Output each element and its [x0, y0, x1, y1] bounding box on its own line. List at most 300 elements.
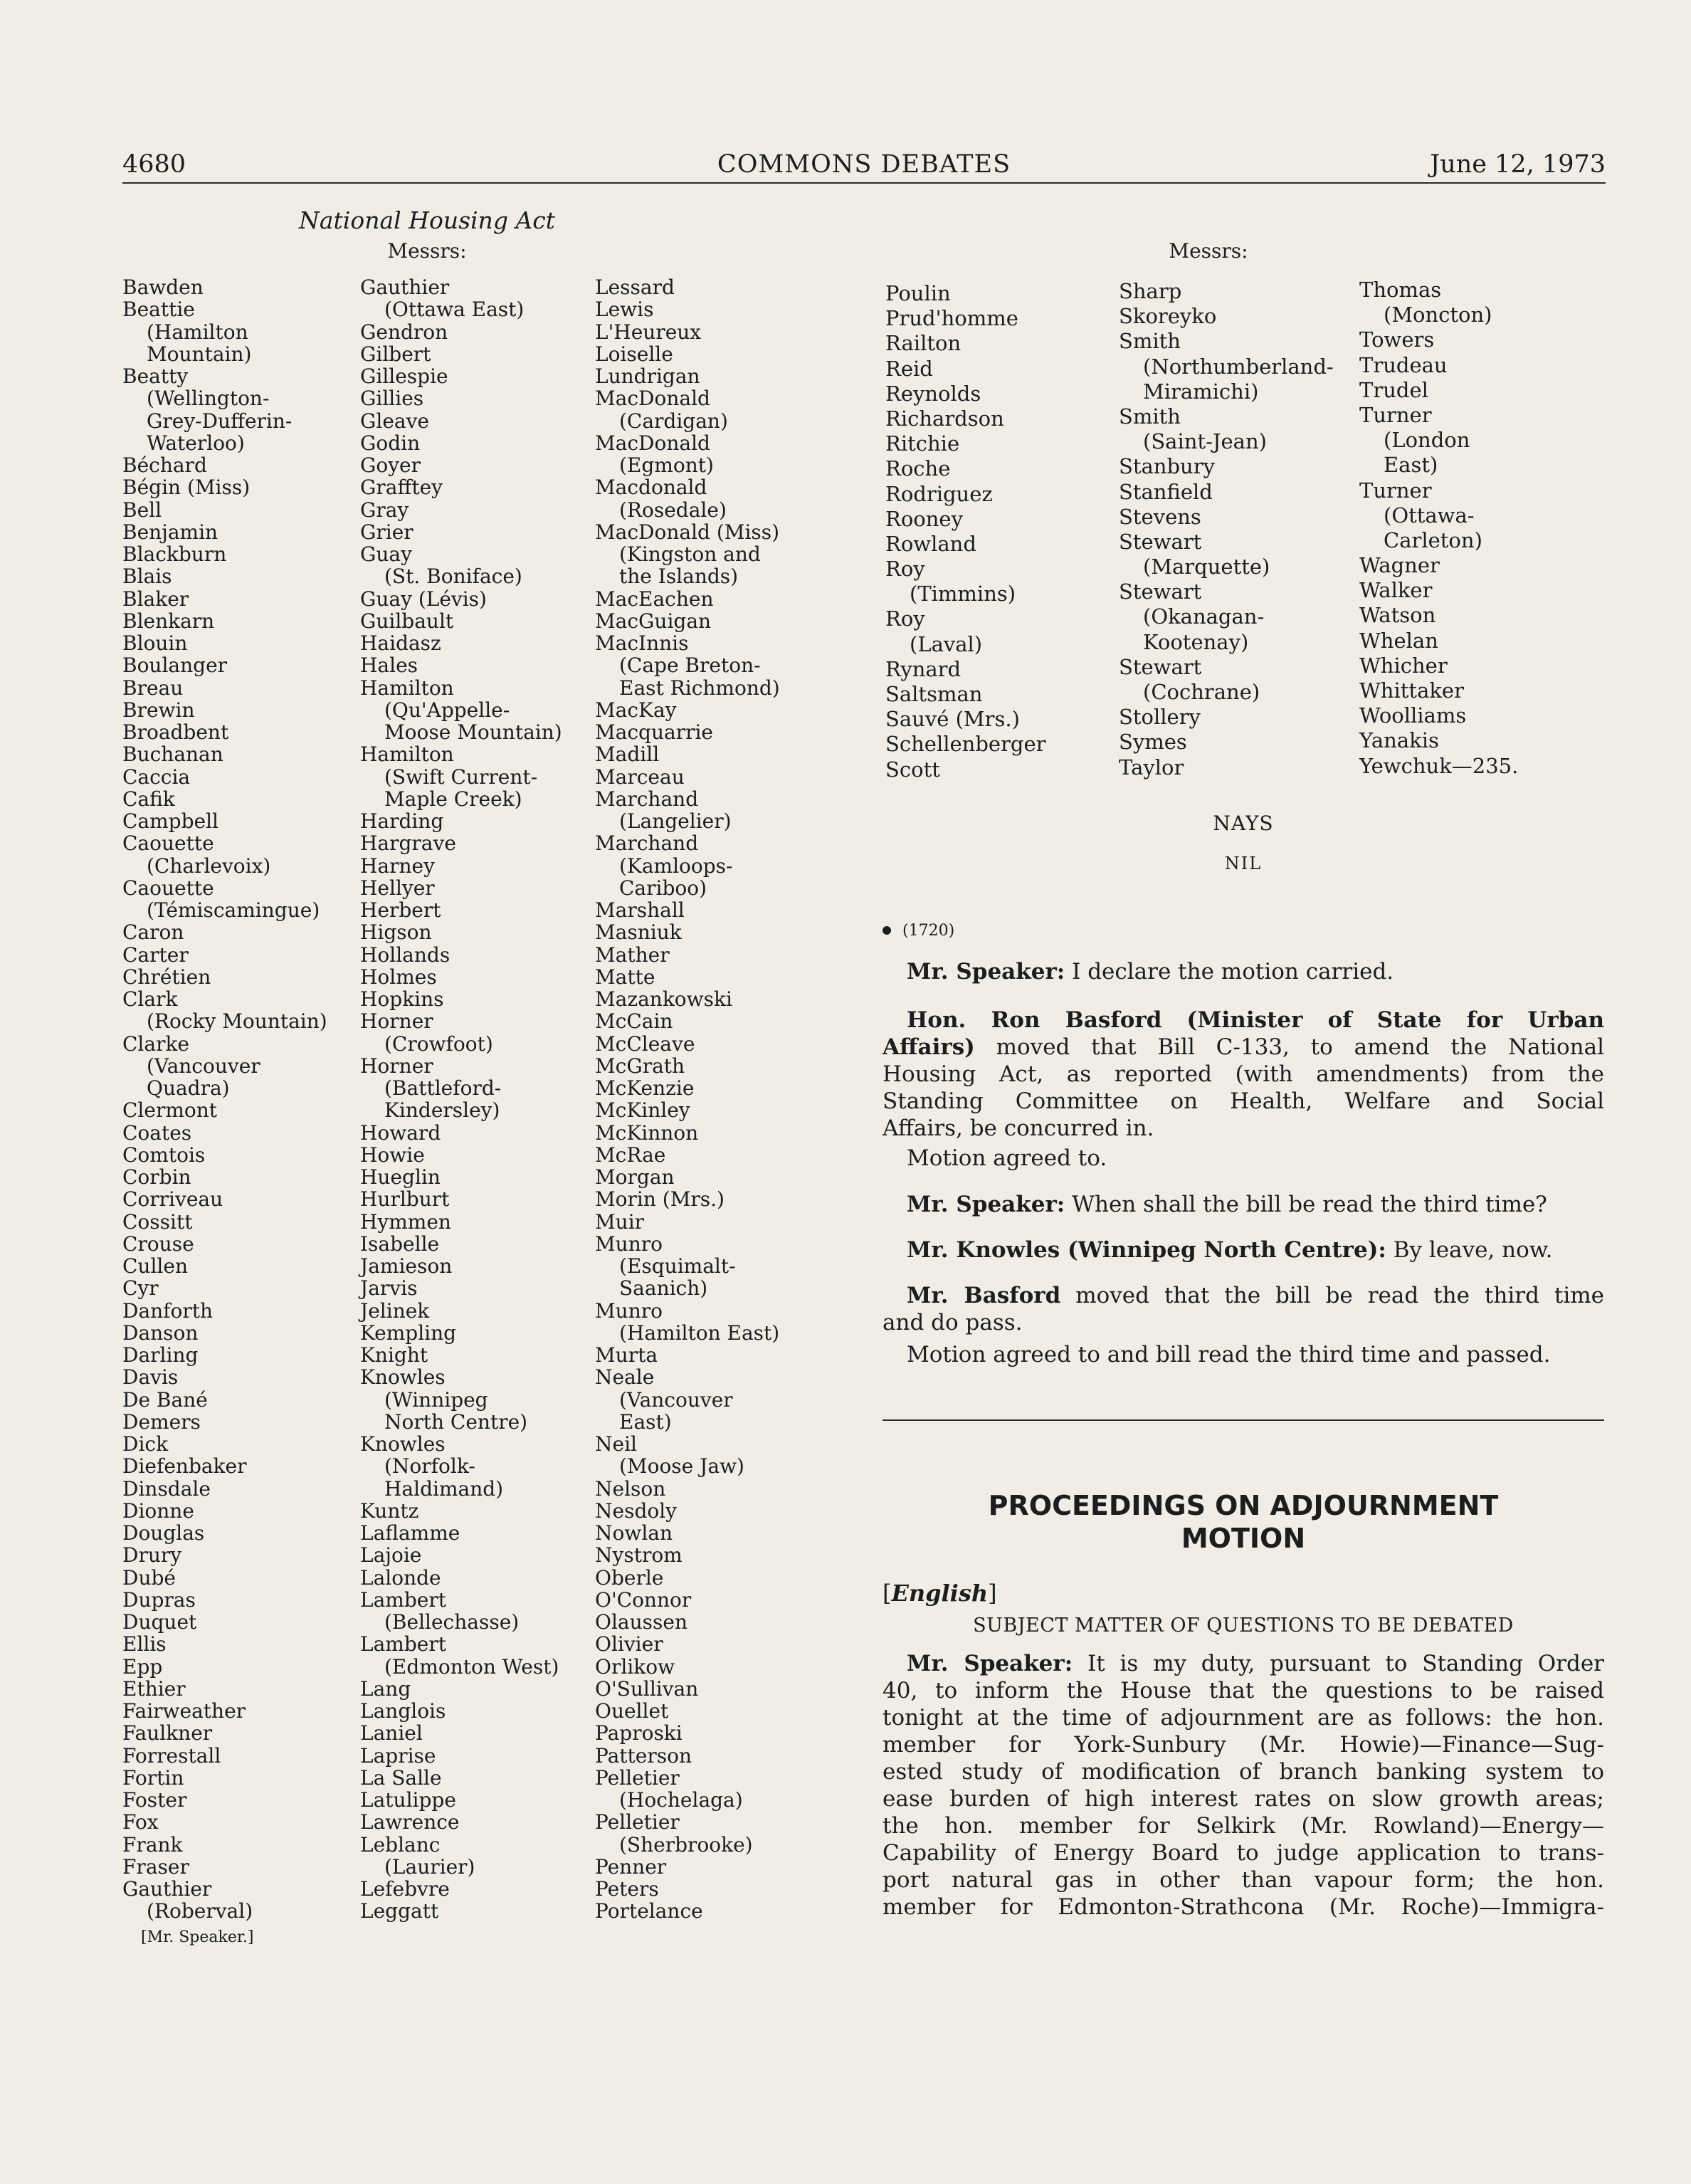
member-name: Godin — [360, 431, 421, 455]
member-name: Paproski — [595, 1721, 683, 1745]
member-name: Harding — [360, 809, 444, 833]
nil-label: NIL — [1224, 854, 1263, 873]
member-name: De Bané — [122, 1387, 208, 1412]
member-name: Blaker — [122, 587, 189, 611]
member-name: (Cardigan) — [619, 409, 728, 433]
member-name: Marchand — [595, 831, 699, 856]
member-name: (Winnipeg — [384, 1387, 488, 1412]
member-name: Lawrence — [360, 1810, 460, 1834]
yeas-column-5 — [1119, 279, 1334, 780]
member-name: Holmes — [360, 965, 437, 989]
member-name: Maple Creek) — [384, 787, 522, 811]
language-marker — [883, 1579, 997, 1607]
member-name: Hopkins — [360, 987, 444, 1011]
member-name: Dionne — [122, 1498, 194, 1523]
language-bracket: ] — [988, 1580, 997, 1607]
member-name: Rowland — [885, 531, 976, 556]
paragraph-line: Capability of Energy Board to judge application to trans- — [883, 1840, 1604, 1866]
member-name: Mather — [595, 943, 670, 967]
member-name: Turner — [1359, 402, 1432, 427]
member-name: Frank — [122, 1832, 183, 1857]
member-name: (Vancouver — [619, 1387, 733, 1412]
member-name: O'Sullivan — [595, 1676, 699, 1701]
member-name: Miramichi) — [1143, 379, 1259, 404]
speaker-name-cont: Affairs) — [883, 1034, 975, 1060]
member-name: Stollery — [1119, 705, 1201, 730]
member-name: (Ottawa East) — [384, 298, 525, 322]
member-name: Gilbert — [360, 342, 431, 366]
member-name: Corriveau — [122, 1187, 223, 1212]
member-name: Macdonald — [595, 476, 707, 500]
member-name: Fraser — [122, 1854, 189, 1879]
member-name: McKenzie — [595, 1076, 695, 1100]
member-name: (Hamilton — [147, 320, 248, 344]
footnote: [Mr. Speaker.] — [141, 1928, 254, 1946]
third-reading-paragraph — [883, 1282, 1604, 1336]
member-name: Blackburn — [122, 542, 227, 566]
member-name: Lang — [360, 1676, 411, 1701]
member-name: Haldimand) — [384, 1476, 504, 1501]
member-name: Yanakis — [1359, 728, 1439, 753]
member-name: (Langelier) — [619, 809, 732, 833]
paragraph-line: port natural gas in other than vapour form; the hon. — [883, 1867, 1604, 1893]
member-name: Clark — [122, 987, 178, 1011]
member-name: Carleton) — [1384, 527, 1482, 552]
member-name: Olaussen — [595, 1610, 688, 1634]
header-rule — [122, 182, 1606, 184]
member-name: Laprise — [360, 1743, 436, 1768]
member-name: Kuntz — [360, 1498, 419, 1523]
member-name: Smith — [1119, 329, 1181, 354]
member-name: Ritchie — [885, 431, 960, 456]
member-name: Grafftey — [360, 476, 443, 500]
member-name: Howie — [360, 1143, 425, 1167]
member-name: Jelinek — [360, 1298, 430, 1323]
member-name: Faulkner — [122, 1721, 213, 1745]
paragraph-line: ease burden of high interest rates on slow growth areas; — [883, 1786, 1604, 1812]
member-name: Guilbault — [360, 609, 454, 633]
member-name: Jarvis — [360, 1276, 418, 1301]
member-name: East Richmond) — [619, 676, 780, 700]
member-name: (Northumberland- — [1143, 354, 1334, 379]
member-name: (Marquette) — [1143, 555, 1270, 579]
subheading: SUBJECT MATTER OF QUESTIONS TO BE DEBATED — [973, 1615, 1514, 1637]
member-name: Caouette — [122, 876, 214, 900]
member-name: (Battleford- — [384, 1076, 502, 1100]
member-name: Sauvé (Mrs.) — [885, 707, 1020, 732]
motion-text: Housing Act, as reported (with amendments) from the — [883, 1061, 1604, 1087]
member-name: Danforth — [122, 1298, 214, 1323]
member-name: East) — [619, 1409, 672, 1434]
member-name: Caron — [122, 920, 184, 945]
member-name: Broadbent — [122, 720, 229, 744]
member-name: Diefenbaker — [122, 1454, 247, 1479]
member-name: (Hochelaga) — [619, 1788, 743, 1812]
member-name: Roche — [885, 456, 951, 481]
member-name: Pelletier — [595, 1765, 680, 1790]
paragraph-line: 40, to inform the House that the questions to be raised — [883, 1678, 1604, 1703]
member-name: Cullen — [122, 1254, 188, 1278]
adjournment-paragraph — [883, 1650, 1604, 1921]
member-name: Lalonde — [360, 1565, 441, 1590]
member-name: MacKay — [595, 698, 677, 722]
member-name: Darling — [122, 1343, 199, 1367]
member-name: Gillespie — [360, 364, 448, 388]
speaker-text: When shall the bill be read the third time? — [1072, 1192, 1547, 1217]
member-name: Herbert — [360, 898, 441, 922]
member-name: (Bellechasse) — [384, 1610, 520, 1634]
member-name: the Islands) — [619, 565, 739, 589]
member-name: (Timmins) — [910, 582, 1016, 607]
member-name: Roy — [885, 557, 925, 582]
member-name: Laflamme — [360, 1521, 460, 1545]
speaker-name: Hon. Ron Basford (Minister of State for Urban — [907, 1007, 1604, 1033]
member-name: Loiselle — [595, 342, 673, 366]
language-bracket: [ — [883, 1580, 892, 1607]
paragraph-line: ested study of modification of branch banking system to — [883, 1759, 1604, 1785]
member-name: Olivier — [595, 1632, 663, 1657]
member-name: Poulin — [885, 281, 951, 305]
member-name: McCain — [595, 1009, 673, 1034]
nays-heading: NAYS — [1213, 812, 1274, 835]
member-name: Gendron — [360, 320, 448, 344]
member-name: Horner — [360, 1054, 433, 1078]
member-name: Drury — [122, 1543, 182, 1568]
member-name: Boulanger — [122, 653, 228, 678]
member-name: MacDonald — [595, 431, 710, 455]
member-name: Davis — [122, 1365, 179, 1390]
member-name: Knight — [360, 1343, 428, 1367]
member-name: Hargrave — [360, 831, 456, 856]
member-name: (Norfolk- — [384, 1454, 475, 1479]
member-name: Towers — [1359, 327, 1435, 352]
member-name: (Cochrane) — [1143, 680, 1260, 704]
member-name: Trudel — [1359, 377, 1428, 402]
member-name: Haidasz — [360, 631, 441, 655]
speaker-name: Mr. Knowles (Winnipeg North Centre): — [907, 1237, 1386, 1263]
member-name: Reid — [885, 356, 933, 381]
member-name: Saltsman — [885, 682, 983, 706]
member-name: Stevens — [1119, 504, 1201, 529]
member-name: (Edmonton West) — [384, 1654, 559, 1679]
member-name: Dubé — [122, 1565, 176, 1590]
member-name: Lundrigan — [595, 364, 700, 388]
member-name: Thomas — [1359, 278, 1442, 302]
member-name: (Hamilton East) — [619, 1321, 780, 1345]
member-name: North Centre) — [384, 1409, 528, 1434]
member-name: Whittaker — [1359, 678, 1464, 703]
yeas-column-1 — [122, 276, 327, 1923]
member-name: Madill — [595, 742, 660, 767]
member-name: Nelson — [595, 1476, 666, 1501]
speaker-declares-paragraph — [883, 958, 1604, 985]
member-name: Campbell — [122, 809, 218, 833]
member-name: Walker — [1359, 578, 1433, 603]
member-name: Fairweather — [122, 1699, 246, 1723]
member-name: Danson — [122, 1321, 199, 1345]
member-name: Cossitt — [122, 1209, 193, 1234]
member-name: Portelance — [595, 1899, 703, 1923]
member-name: Higson — [360, 920, 432, 945]
member-name: Fox — [122, 1810, 159, 1834]
member-name: Marshall — [595, 898, 685, 922]
member-name: Mazankowski — [595, 987, 732, 1011]
member-name: Patterson — [595, 1743, 692, 1768]
paragraph-line: tonight at the time of adjournment are as follows: the hon. — [883, 1705, 1604, 1731]
member-name: Guay (Lévis) — [360, 587, 487, 611]
member-name: Nowlan — [595, 1521, 673, 1545]
member-name: Bawden — [122, 275, 204, 299]
member-name: Masniuk — [595, 920, 682, 945]
member-name: Oberle — [595, 1565, 664, 1590]
member-name: Taylor — [1119, 755, 1184, 779]
member-name: Orlikow — [595, 1654, 675, 1679]
member-name: Hales — [360, 653, 418, 678]
member-name: Crouse — [122, 1232, 194, 1256]
member-name: MacEachen — [595, 587, 714, 611]
member-name: Turner — [1359, 478, 1432, 503]
yeas-column-4 — [885, 281, 1046, 782]
member-name: O'Connor — [595, 1587, 692, 1612]
member-name: (Qu'Appelle- — [384, 698, 510, 722]
member-name: McGrath — [595, 1054, 685, 1078]
member-name: (Sherbrooke) — [619, 1832, 753, 1857]
member-name: Lajoie — [360, 1543, 422, 1568]
member-name: (Roberval) — [147, 1899, 253, 1923]
section-title — [883, 1489, 1604, 1555]
member-name: (Laval) — [910, 631, 983, 656]
member-name: Waterloo) — [147, 431, 245, 455]
member-name: (Laurier) — [384, 1854, 475, 1879]
member-name: Caouette — [122, 831, 214, 856]
publication-date: June 12, 1973 — [1430, 150, 1606, 179]
member-name: Quadra) — [147, 1076, 230, 1100]
member-name: Saanich) — [619, 1276, 708, 1301]
member-name: (Esquimalt- — [619, 1254, 736, 1278]
member-name: Rodriguez — [885, 481, 993, 506]
member-name: Hymmen — [360, 1209, 451, 1234]
motion-passed-text: Motion agreed to and bill read the third time and passed. — [907, 1342, 1551, 1367]
member-name: Muir — [595, 1209, 645, 1234]
member-name: Goyer — [360, 453, 421, 477]
member-name: Brewin — [122, 698, 195, 722]
member-name: Blais — [122, 565, 172, 589]
member-name: MacDonald — [595, 387, 710, 411]
member-name: Bell — [122, 498, 162, 522]
member-name: (Egmont) — [619, 453, 714, 477]
member-name: Schellenberger — [885, 732, 1046, 757]
member-name: (Moncton) — [1384, 303, 1492, 327]
member-name: Kootenay) — [1143, 629, 1249, 654]
member-name: (Ottawa- — [1384, 503, 1475, 527]
member-name: Laniel — [360, 1721, 423, 1745]
member-name: (Wellington- — [147, 387, 270, 411]
member-name: McKinley — [595, 1098, 690, 1123]
member-name: Carter — [122, 943, 189, 967]
member-name: Beattie — [122, 298, 195, 322]
messrs-label-right: Messrs: — [1169, 239, 1248, 263]
member-name: Neil — [595, 1432, 637, 1456]
member-name: (Saint-Jean) — [1143, 429, 1267, 454]
member-name: Leggatt — [360, 1899, 439, 1923]
member-name: Lewis — [595, 298, 654, 322]
time-marker-text: (1720) — [902, 922, 955, 940]
paragraph-line: the hon. member for Selkirk (Mr. Rowland)—Energy— — [883, 1813, 1604, 1839]
member-name: Moose Mountain) — [384, 720, 562, 744]
member-name: Beatty — [122, 364, 189, 388]
member-name: Hellyer — [360, 876, 435, 900]
motion-agreed-paragraph — [883, 1145, 1604, 1172]
knowles-paragraph — [883, 1237, 1604, 1264]
member-name: Cafik — [122, 787, 175, 811]
member-name: Lambert — [360, 1632, 446, 1657]
member-name: Forrestall — [122, 1743, 221, 1768]
member-name: (London — [1384, 428, 1470, 453]
member-name: (St. Boniface) — [384, 565, 522, 589]
member-name: Grier — [360, 520, 413, 544]
member-name: Marceau — [595, 765, 685, 789]
member-name: Knowles — [360, 1365, 446, 1390]
member-name: Munro — [595, 1298, 663, 1323]
member-name: Rooney — [885, 506, 963, 531]
paragraph-line: It is my duty, pursuant to Standing Order — [1087, 1651, 1604, 1676]
member-name: Foster — [122, 1788, 187, 1812]
member-name: Gillies — [360, 387, 424, 411]
member-name: Lessard — [595, 275, 675, 299]
member-name: MacDonald (Miss) — [595, 520, 780, 544]
member-name: Coates — [122, 1120, 192, 1145]
yeas-column-6 — [1359, 278, 1518, 779]
member-name: Peters — [595, 1877, 659, 1901]
publication-title: COMMONS DEBATES — [717, 150, 1011, 179]
page-number: 4680 — [122, 150, 186, 179]
member-name: Cyr — [122, 1276, 159, 1301]
member-name: Stanbury — [1119, 454, 1215, 479]
motion-text: Affairs, be concurred in. — [883, 1115, 1154, 1141]
member-name: Ouellet — [595, 1699, 669, 1723]
member-name: Clermont — [122, 1098, 218, 1123]
member-name: Clarke — [122, 1031, 189, 1056]
speaker-name: Mr. Basford — [907, 1283, 1061, 1308]
speaker-question-paragraph — [883, 1191, 1604, 1218]
yeas-column-2 — [360, 276, 562, 1923]
member-name: Grey-Dufferin- — [147, 409, 293, 433]
member-name: Comtois — [122, 1143, 206, 1167]
member-name: Murta — [595, 1343, 658, 1367]
member-name: (Cape Breton- — [619, 653, 761, 678]
motion-passed-paragraph — [883, 1341, 1604, 1368]
member-name: Wagner — [1359, 553, 1440, 578]
member-name: Skoreyko — [1119, 304, 1217, 329]
member-name: Stewart — [1119, 654, 1202, 679]
member-name: Gleave — [360, 409, 429, 433]
member-name: Gauthier — [122, 1877, 212, 1901]
member-name: Demers — [122, 1409, 201, 1434]
basford-motion-paragraph — [883, 1007, 1604, 1142]
speaker-name: Mr. Speaker: — [907, 1651, 1073, 1676]
member-name: Dupras — [122, 1587, 196, 1612]
member-name: Blenkarn — [122, 609, 215, 633]
member-name: Kindersley) — [384, 1098, 500, 1123]
member-name: Fortin — [122, 1765, 184, 1790]
motion-text: moved that the bill be read the third time — [1075, 1283, 1604, 1308]
language-label: English — [891, 1580, 989, 1607]
member-name: Horner — [360, 1009, 433, 1034]
member-name: Marchand — [595, 787, 699, 811]
member-name: Woolliams — [1359, 703, 1467, 728]
member-name: (Rosedale) — [619, 498, 727, 522]
member-name: Nystrom — [595, 1543, 683, 1568]
member-name: Smith — [1119, 404, 1181, 429]
member-name: Cariboo) — [619, 876, 707, 900]
member-name: Isabelle — [360, 1232, 440, 1256]
paragraph-line: member for Edmonton-Strathcona (Mr. Roche)—Immigra- — [883, 1894, 1604, 1920]
member-name: Whelan — [1359, 628, 1438, 653]
member-name: Roy — [885, 607, 925, 631]
member-name: Rynard — [885, 656, 962, 681]
member-name: Stanfield — [1119, 479, 1213, 504]
section-title-line: MOTION — [1181, 1523, 1306, 1554]
bill-title: National Housing Act — [298, 206, 556, 234]
member-name: Richardson — [885, 406, 1004, 431]
member-name: (Moose Jaw) — [619, 1454, 744, 1479]
member-name: (Témiscamingue) — [147, 898, 320, 922]
motion-agreed-text: Motion agreed to. — [907, 1145, 1107, 1171]
member-name: Harney — [360, 854, 435, 878]
member-name: (Rocky Mountain) — [147, 1009, 327, 1034]
member-name: Dick — [122, 1432, 169, 1456]
member-name: Béchard — [122, 453, 207, 477]
member-name: Scott — [885, 757, 940, 782]
member-name: Stewart — [1119, 529, 1202, 554]
member-name: (Charlevoix) — [147, 854, 271, 878]
time-marker — [883, 921, 954, 941]
member-name: (Crowfoot) — [384, 1031, 493, 1056]
member-name: Epp — [122, 1654, 163, 1679]
member-name: Stewart — [1119, 579, 1202, 604]
member-name: McCleave — [595, 1031, 695, 1056]
member-name: Guay — [360, 542, 412, 566]
member-name: Lambert — [360, 1587, 446, 1612]
member-name: Penner — [595, 1854, 667, 1879]
speaker-text: I declare the motion carried. — [1072, 959, 1394, 985]
motion-text: and do pass. — [883, 1310, 1023, 1335]
member-name: Lefebvre — [360, 1877, 450, 1901]
member-name: Gauthier — [360, 275, 450, 299]
member-name: Hurlburt — [360, 1187, 450, 1212]
member-name: Douglas — [122, 1521, 205, 1545]
member-name: Hollands — [360, 943, 451, 967]
member-name: (Okanagan- — [1143, 604, 1265, 629]
member-name: McKinnon — [595, 1120, 699, 1145]
member-name: Railton — [885, 331, 962, 356]
member-name: (Kamloops- — [619, 854, 733, 878]
member-name: Trudeau — [1359, 352, 1448, 377]
member-name: Whicher — [1359, 653, 1448, 678]
member-name: Ethier — [122, 1676, 186, 1701]
bullet-icon — [883, 926, 891, 935]
member-name: (Swift Current- — [384, 765, 538, 789]
member-name: (Kingston and — [619, 542, 761, 566]
member-name: Symes — [1119, 730, 1187, 755]
page-header — [122, 146, 1606, 183]
member-name: Gray — [360, 498, 409, 522]
member-name: Chrétien — [122, 965, 211, 989]
member-name: Ellis — [122, 1632, 167, 1657]
member-name: Langlois — [360, 1699, 446, 1723]
member-name: Morin (Mrs.) — [595, 1187, 725, 1212]
member-name: Morgan — [595, 1165, 675, 1189]
